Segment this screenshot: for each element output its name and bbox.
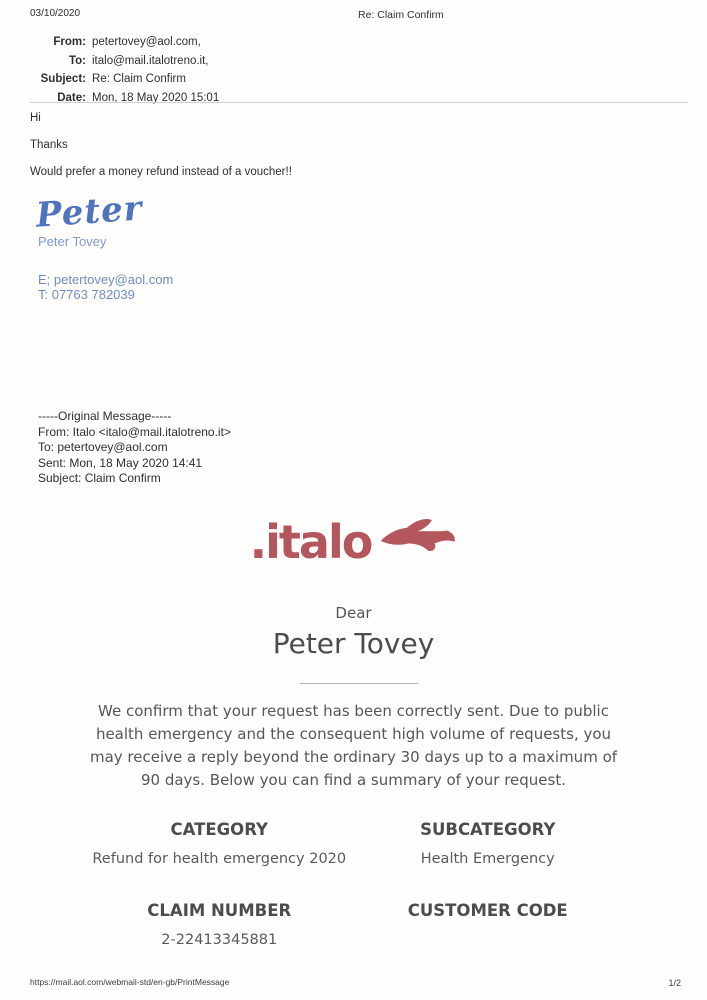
recipient-name: Peter Tovey (272, 627, 435, 660)
original-from: From: Italo <italo@mail.italotreno.it> (38, 424, 231, 439)
to-label: To: (68, 54, 86, 67)
handwritten-signature: Peter (34, 188, 144, 236)
claim-number-value: 2-22413345881 (161, 932, 278, 948)
category-value: Refund for health emergency 2020 (92, 851, 347, 867)
header-row-date (30, 89, 219, 108)
from-label: From: (53, 36, 86, 48)
header-divider (30, 102, 688, 103)
italo-logo (0, 515, 707, 569)
date-value: Mon, 18 May 2020 15:01 (92, 91, 220, 104)
subject-label: Subject: (40, 73, 86, 85)
subject-value: Re: Claim Confirm (92, 73, 186, 85)
italo-logo-text: .italo (249, 515, 372, 569)
contact-block (38, 272, 173, 302)
header-row-to (30, 52, 219, 71)
customer-code-value (354, 920, 623, 948)
original-sent: Sent: Mon, 18 May 2020 14:41 (38, 455, 203, 470)
original-message-block (38, 409, 231, 487)
original-to: To: petertovey@aol.com (38, 440, 168, 454)
signature-name: Peter Tovey (38, 234, 107, 249)
confirmation-paragraph: We confirm that your request has been correctly sent. Due to public health emergency and the consequent high volume of requests, you may receive a reply beyond the ordinary 30 days up to a maximum of 90 days. Below you can find a summary of your request. (89, 702, 618, 789)
print-date: 03/10/2020 (30, 8, 81, 19)
contact-phone: T: 07763 782039 (38, 287, 135, 302)
email-header-block (30, 33, 219, 107)
from-value: petertovey@aol.com, (92, 36, 201, 48)
subcategory-label: SUBCATEGORY (420, 820, 556, 839)
claim-number-label: CLAIM NUMBER (147, 901, 292, 920)
print-title: Re: Claim Confirm (358, 9, 444, 21)
original-separator: -----Original Message----- (38, 409, 172, 423)
greeting-text: Hi (30, 112, 41, 124)
thanks-text: Thanks (30, 139, 68, 151)
original-subject: Subject: Claim Confirm (38, 471, 161, 485)
salutation: Dear (335, 604, 372, 622)
message-text: Would prefer a money refund instead of a voucher!! (30, 166, 292, 178)
header-row-from (30, 33, 219, 52)
to-value: italo@mail.italotreno.it, (92, 54, 209, 67)
print-page-number: 1/2 (668, 978, 681, 988)
customer-code-label: CUSTOMER CODE (407, 901, 568, 920)
request-summary (85, 812, 622, 948)
print-footer-url: https://mail.aol.com/webmail-std/en-gb/PrintMessage (30, 977, 230, 987)
category-label: CATEGORY (170, 820, 268, 839)
subcategory-value: Health Emergency (420, 851, 555, 867)
date-label: Date: (57, 91, 86, 104)
contact-email: E; petertovey@aol.com (38, 272, 174, 287)
leaping-hare-icon (379, 516, 457, 563)
name-divider (300, 683, 418, 684)
header-row-subject (30, 70, 219, 89)
